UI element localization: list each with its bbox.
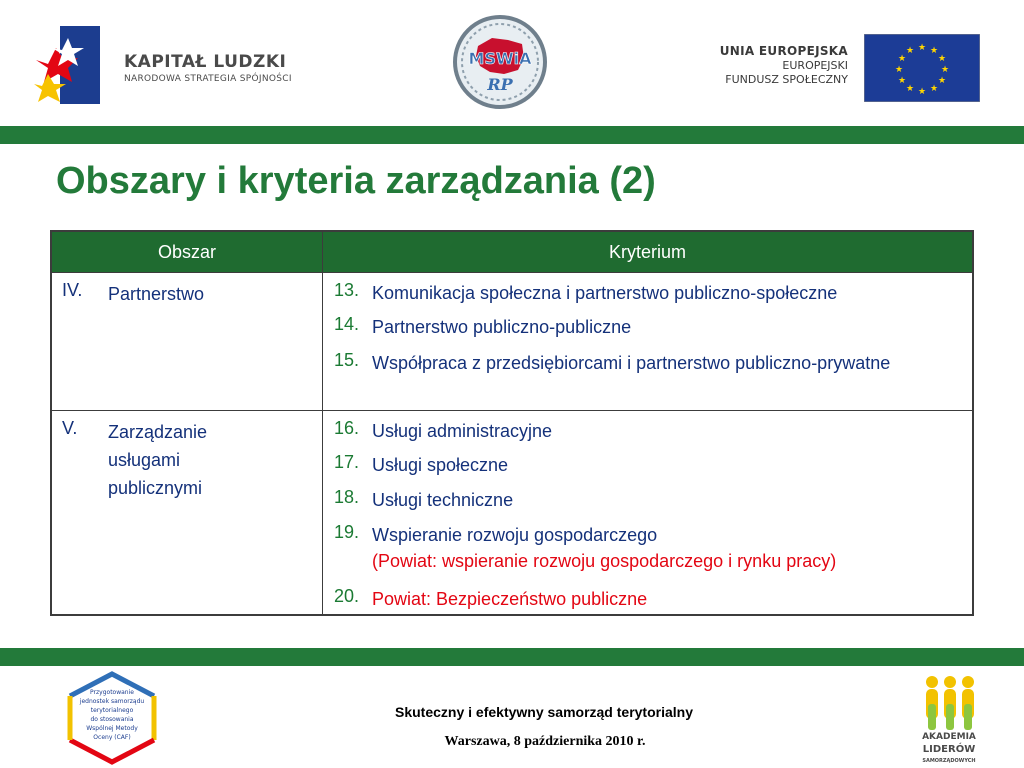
eu-text [720,44,848,86]
footer-event-title: Skuteczny i efektywny samorząd terytorialny [395,704,693,720]
eu-line2: EUROPEJSKI [782,59,848,72]
criterion-number: 17. [334,452,360,472]
criterion-text: Usługi administracyjne [372,421,553,441]
criterion-number: 19. [334,522,360,542]
akademia-liderow-logo [912,674,986,766]
svg-text:★: ★ [917,43,927,53]
kapital-ludzki-text [124,52,292,84]
eu-line3: FUNDUSZ SPOŁECZNY [725,73,848,86]
mswia-emblem [452,14,548,110]
svg-text:★: ★ [897,76,907,86]
svg-text:jednostek samorządu: jednostek samorządu [79,698,145,705]
criterion-text: Współpraca z przedsiębiorcami i partnerstwo publiczno-prywatne [372,353,891,373]
kl-title: KAPITAŁ LUDZKI [124,52,287,72]
criterion-text: Partnerstwo publiczno-publiczne [372,317,632,337]
footer-date-place: Warszawa, 8 października 2010 r. [444,734,646,749]
kl-subtitle: NARODOWA STRATEGIA SPÓJNOŚCI [124,74,292,84]
criterion-main-text: Wspieranie rozwoju gospodarczego [372,525,658,545]
criterion-text: Powiat: Bezpieczeństwo publiczne [372,589,648,609]
svg-text:Przygotowanie: Przygotowanie [90,689,134,696]
svg-text:★: ★ [937,76,947,86]
svg-text:★: ★ [929,84,939,94]
criterion-number: 20. [334,586,360,606]
criterion-number: 14. [334,314,360,334]
header-obszar: Obszar [157,242,217,262]
svg-text:★: ★ [897,54,907,64]
svg-text:do stosowania: do stosowania [90,716,134,723]
criterion-text: Usługi społeczne [372,455,509,475]
criterion-number: 16. [334,418,360,438]
svg-text:★: ★ [905,46,915,56]
criterion-text: Usługi techniczne [372,490,514,510]
liderow-line2: LIDERÓW [922,744,976,755]
svg-text:★: ★ [929,46,939,56]
divider [52,410,972,411]
svg-text:★: ★ [905,84,915,94]
criteria-table [50,230,974,616]
green-band-bottom [0,648,1024,666]
svg-text:★: ★ [917,87,927,97]
svg-text:Wspólnej Metody: Wspólnej Metody [86,725,138,732]
area-number: IV. [62,280,83,300]
table-header [52,232,972,272]
criterion-number: 13. [334,280,360,300]
svg-text:★: ★ [894,65,904,75]
slide-title: Obszary i kryteria zarządzania (2) [56,160,656,202]
criterion-number: 15. [334,350,360,370]
svg-text:RP: RP [487,75,513,94]
criterion-text: Komunikacja społeczna i partnerstwo publiczno-społeczne [372,283,838,303]
area-name: Zarządzanie usługami publicznymi [108,422,208,498]
svg-text:★: ★ [940,65,950,75]
liderow-line1: AKADEMIA [922,732,976,742]
divider [322,232,323,614]
area-name: Partnerstwo [108,284,205,304]
header-kryterium: Kryterium [608,242,686,262]
area-number: V. [62,418,78,438]
svg-text:MSWiA: MSWiA [468,49,532,68]
eu-line1: UNIA EUROPEJSKA [719,44,848,58]
svg-text:★: ★ [937,54,947,64]
liderow-figures-icon [912,674,986,732]
svg-text:terytorialnego: terytorialnego [90,707,134,714]
divider [52,272,972,273]
liderow-line3: SAMORZĄDOWYCH [922,758,976,764]
logo-bar [0,0,1024,126]
green-band-top [0,126,1024,144]
kapital-ludzki-logo [34,20,104,108]
eu-flag-icon [864,34,980,102]
svg-text:Oceny (CAF): Oceny (CAF) [93,734,131,741]
criterion-text [372,522,966,574]
criterion-number: 18. [334,487,360,507]
criterion-subnote: (Powiat: wspieranie rozwoju gospodarczego i rynku pracy) [372,551,837,571]
